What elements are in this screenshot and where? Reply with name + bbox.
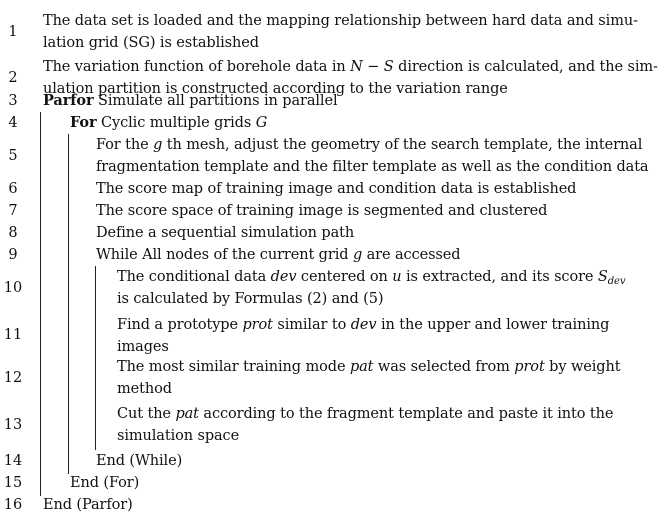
line-text: The variation function of borehole data in N − S direction is calculated, and the sim- [43,59,658,75]
line-text: The data set is loaded and the mapping relationship between hard data and simu- [43,13,638,29]
line-number: 15 [3,475,23,491]
line-text: End (Parfor) [43,497,133,513]
line-text: The score map of training image and condition data is established [96,181,577,197]
line-number: 9 [8,247,18,263]
line-text: While All nodes of the current grid g are accessed [96,247,461,263]
line-text: For Cyclic multiple grids G [70,114,268,131]
indent-guide-parfor [40,112,41,496]
line-number: 16 [3,497,23,513]
line-number: 8 [8,225,18,241]
line-text-cont: images [117,339,169,355]
line-number: 12 [3,370,23,386]
line-number: 13 [3,417,23,433]
line-text-cont: fragmentation template and the filter template as well as the condition data [96,159,649,175]
line-text: Define a sequential simulation path [96,225,355,241]
keyword: For [70,114,97,131]
line-text-cont: is calculated by Formulas (2) and (5) [117,291,384,307]
line-number: 3 [8,93,18,109]
line-number: 7 [8,203,18,219]
line-text: Cut the pat according to the fragment template and paste it into the [117,406,614,422]
math-var: dev [350,317,377,333]
line-text: End (For) [70,475,140,491]
line-number: 1 [8,24,18,40]
line-number: 10 [3,280,23,296]
indent-guide-while [95,266,96,450]
line-text-cont: lation grid (SG) is established [43,35,259,51]
line-text-cont: method [117,381,172,397]
line-text: The most similar training mode pat was selected from prot by weight [117,359,621,375]
math-var: S [597,269,608,285]
math-var: dev [270,269,297,285]
math-var: prot [242,317,273,333]
math-var: G [255,115,268,131]
math-var: u [392,269,402,285]
line-text-cont: ulation partition is constructed according to the variation range [43,81,508,97]
line-number: 6 [8,181,18,197]
line-text: Find a prototype prot similar to dev in the upper and lower training [117,317,610,333]
math-var: g [153,137,163,153]
line-number: 5 [8,148,18,164]
math-var: prot [514,359,545,375]
keyword: Parfor [43,92,94,109]
math-var: pat [349,359,374,375]
math-var: pat [175,406,199,422]
math-var: N − S [350,59,394,75]
line-number: 2 [8,70,18,86]
line-text-cont: simulation space [117,428,240,444]
indent-guide-for [68,134,69,474]
line-text: End (While) [96,453,183,469]
line-text: The score space of training image is segmented and clustered [96,203,548,219]
line-text: The conditional data dev centered on u is extracted, and its score $S_{dev}$ [117,269,626,287]
line-number: 4 [8,115,18,131]
line-text: For the g th mesh, adjust the geometry of the search template, the internal [96,137,643,153]
line-number: 14 [3,453,23,469]
line-number: 11 [3,327,23,343]
line-text: Parfor Simulate all partitions in parallel [43,92,338,109]
math-var: g [352,247,363,263]
